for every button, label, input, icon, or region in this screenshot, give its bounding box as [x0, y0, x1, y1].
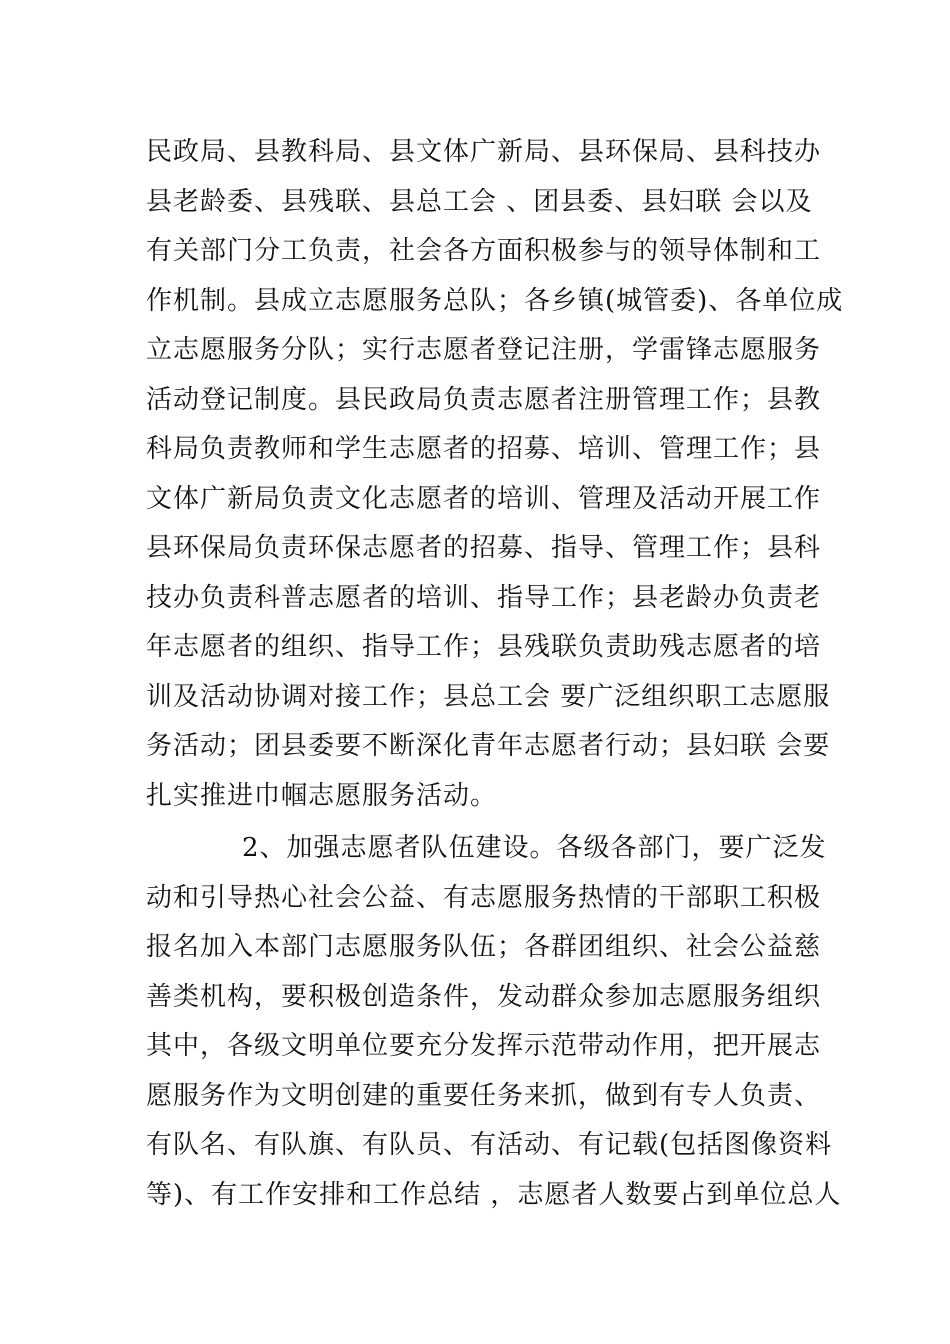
- text-line: 年志愿者的组织、指导工作；县残联负责助残志愿者的培: [146, 632, 822, 662]
- text-line: 训及活动协调对接工作；县总工会 要广泛组织职工志愿服: [146, 681, 831, 712]
- text-line: 文体广新局负责文化志愿者的培训、管理及活动开展工作: [146, 483, 822, 514]
- text-line: 报名加入本部门志愿服务队伍；各群团组织、社会公益慈: [146, 932, 822, 962]
- text-line-first-indented: 2、加强志愿者队伍建设。各级各部门，要广泛发: [242, 833, 827, 863]
- text-line: 善类机构，要积极创造条件，发动群众参加志愿服务组织: [146, 981, 822, 1012]
- text-line: 有队名、有队旗、有队员、有活动、有记载(包括图像资料: [146, 1130, 833, 1160]
- text-line: 有关部门分工负责，社会各方面积极参与的领导体制和工: [146, 236, 822, 266]
- text-line: 民政局、县教科局、县文体广新局、县环保局、县科技办: [146, 137, 822, 167]
- text-line: 等)、有工作安排和工作总结 ，志愿者人数要占到单位总人: [146, 1179, 842, 1210]
- text-line: 科局负责教师和学生志愿者的招募、培训、管理工作；县: [146, 434, 822, 464]
- text-line: 务活动；团县委要不断深化青年志愿者行动；县妇联 会要: [146, 731, 831, 761]
- text-line: 活动登记制度。县民政局负责志愿者注册管理工作；县教: [146, 384, 822, 415]
- text-line: 动和引导热心社会公益、有志愿服务热情的干部职工积极: [146, 882, 822, 913]
- text-line: 县环保局负责环保志愿者的招募、指导、管理工作；县科: [146, 533, 822, 563]
- text-line: 扎实推进巾帼志愿服务活动。: [146, 780, 498, 811]
- paragraph-1: [146, 128, 844, 821]
- text-line: 技办负责科普志愿者的培训、指导工作；县老龄办负责老: [146, 582, 822, 613]
- text-line: 其中，各级文明单位要充分发挥示范带动作用，把开展志: [146, 1031, 822, 1061]
- text-line: 愿服务作为文明创建的重要任务来抓，做到有专人负责、: [146, 1080, 822, 1111]
- text-line: 立志愿服务分队；实行志愿者登记注册，学雷锋志愿服务: [146, 335, 822, 365]
- text-line: 县老龄委、县残联、县总工会 、团县委、县妇联 会以及: [146, 186, 813, 217]
- text-line: 作机制。县成立志愿服务总队；各乡镇(城管委)、各单位成: [146, 285, 844, 316]
- paragraph-2: [146, 824, 842, 1220]
